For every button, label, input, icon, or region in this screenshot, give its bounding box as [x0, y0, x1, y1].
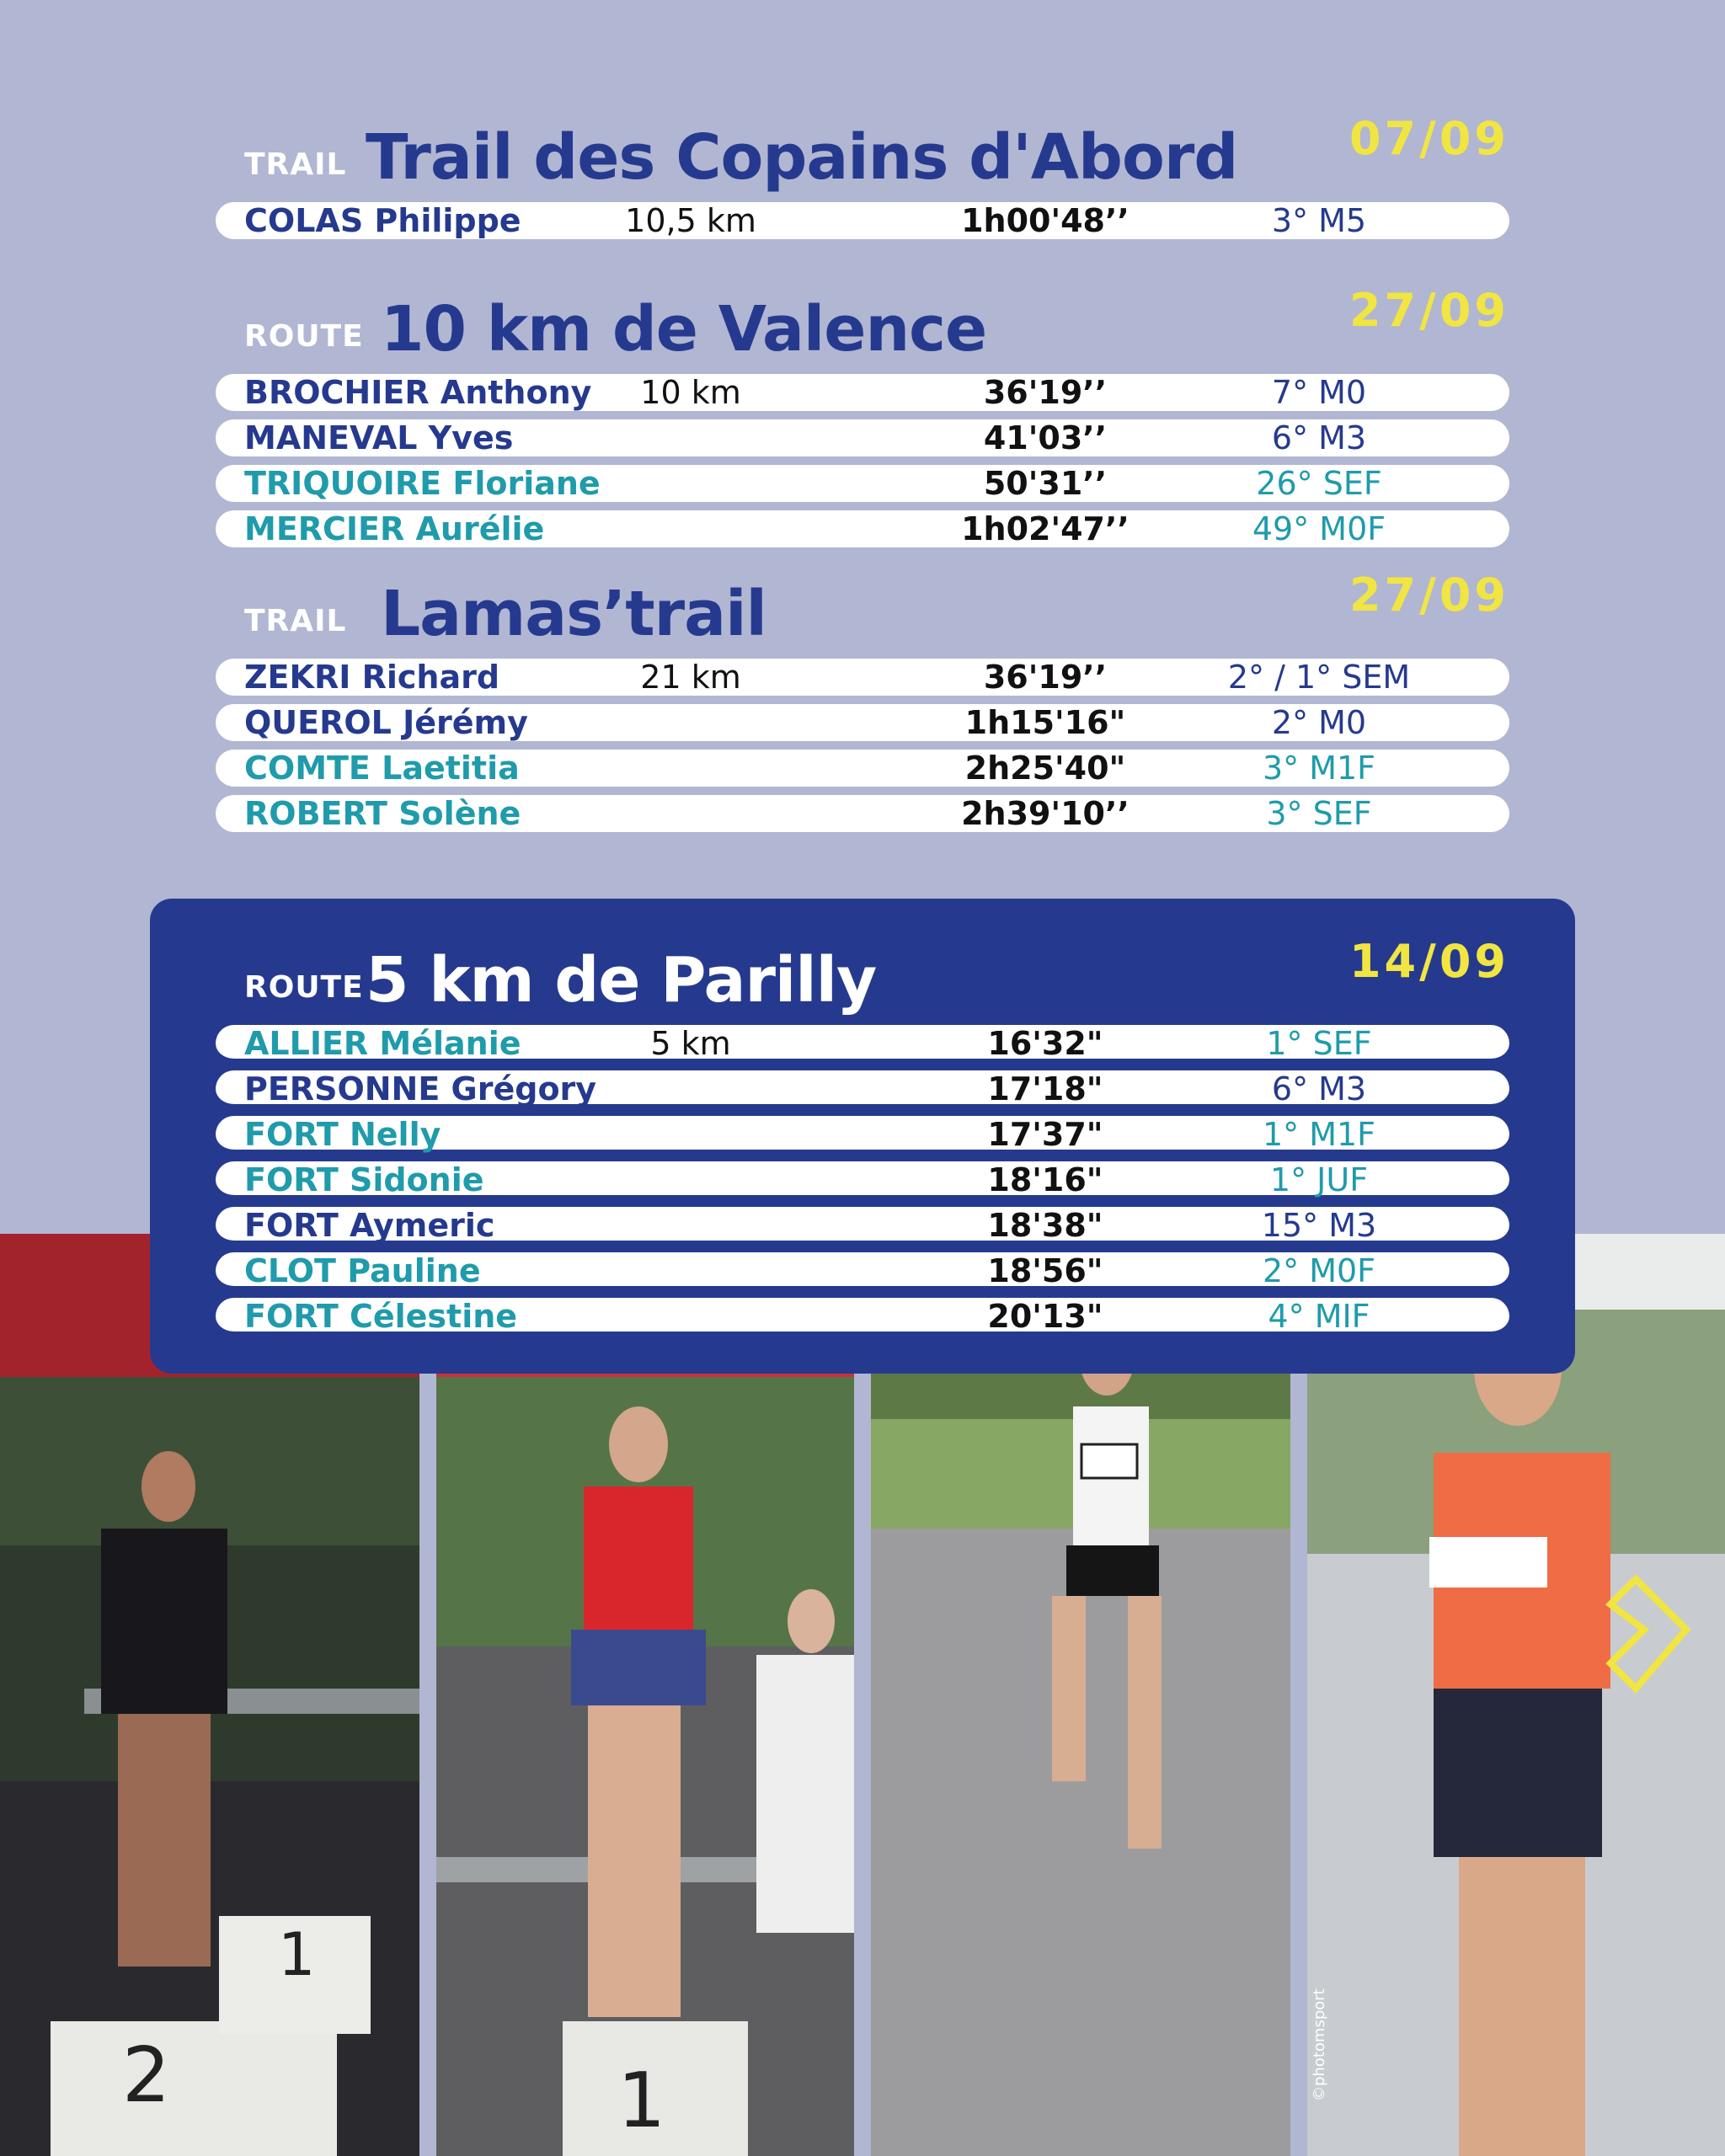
photo-credit: ©photomsport: [1311, 1988, 1328, 2101]
result-row: [216, 374, 1509, 411]
athlete-name: FORT Nelly: [244, 1116, 441, 1153]
ranking: 6° M3: [1271, 419, 1367, 456]
ranking: 2° / 1° SEM: [1227, 659, 1411, 696]
event-header: [216, 924, 1509, 1017]
ranking: 6° M3: [1271, 1070, 1367, 1107]
event-lamas-trail: [216, 558, 1509, 832]
athlete-name: FORT Aymeric: [244, 1207, 495, 1244]
finish-time: 2h39'10’’: [961, 795, 1130, 832]
svg-text:1: 1: [617, 2057, 666, 2145]
athlete-name: COMTE Laetitia: [244, 750, 520, 787]
result-row: [216, 1025, 1509, 1062]
result-row: [216, 704, 1509, 741]
result-row: [216, 510, 1509, 547]
athlete-name: TRIQUOIRE Floriane: [244, 465, 601, 502]
finish-time: 36'19’’: [983, 374, 1108, 411]
event-date: 27/09: [1348, 568, 1509, 622]
ranking: 3° M1F: [1262, 750, 1376, 787]
ranking: 1° JUF: [1269, 1161, 1369, 1198]
finish-time: 17'18": [987, 1070, 1103, 1107]
ranking: 4° MIF: [1268, 1298, 1370, 1335]
result-row: [216, 419, 1509, 456]
event-date: 07/09: [1348, 112, 1509, 165]
result-row: [216, 1298, 1509, 1335]
event-type: TRAIL: [244, 147, 347, 182]
event-title: Trail des Copains d'Abord: [366, 121, 1238, 194]
ranking: 1° SEF: [1266, 1025, 1372, 1062]
event-type: TRAIL: [244, 604, 347, 638]
result-row: [216, 659, 1509, 696]
athlete-name: FORT Sidonie: [244, 1161, 484, 1198]
ranking: 3° M5: [1271, 202, 1367, 239]
result-row: [216, 1070, 1509, 1107]
ranking: 15° M3: [1261, 1207, 1377, 1244]
finish-time: 18'38": [987, 1207, 1103, 1244]
result-row: [216, 465, 1509, 502]
finish-time: 1h15'16": [964, 704, 1126, 741]
event-date: 14/09: [1348, 935, 1509, 988]
distance: 10,5 km: [625, 202, 756, 239]
svg-text:2: 2: [122, 2031, 171, 2120]
athlete-name: CLOT Pauline: [244, 1252, 481, 1289]
event-10km-valence: [216, 273, 1509, 547]
event-date: 27/09: [1348, 284, 1509, 337]
distance: 10 km: [640, 374, 741, 411]
athlete-name: PERSONNE Grégory: [244, 1070, 597, 1107]
finish-time: 1h00'48’’: [961, 202, 1130, 239]
ranking: 2° M0: [1271, 704, 1367, 741]
finish-time: 41'03’’: [983, 419, 1108, 456]
finish-time: 20'13": [987, 1298, 1103, 1335]
athlete-name: BROCHIER Anthony: [244, 374, 592, 411]
event-header: [216, 101, 1509, 194]
event-type: ROUTE: [244, 970, 364, 1005]
event-title: Lamas’trail: [381, 578, 766, 650]
finish-time: 2h25'40": [964, 750, 1126, 787]
ranking: 2° M0F: [1262, 1252, 1376, 1289]
event-header: [216, 273, 1509, 366]
event-title: 10 km de Valence: [381, 293, 987, 366]
finish-time: 16'32": [987, 1025, 1103, 1062]
result-row: [216, 1161, 1509, 1198]
event-header: [216, 558, 1509, 650]
athlete-name: ROBERT Solène: [244, 795, 521, 832]
finish-time: 36'19’’: [983, 659, 1108, 696]
ranking: 26° SEF: [1256, 465, 1382, 502]
result-row: [216, 750, 1509, 787]
finish-time: 18'16": [987, 1161, 1103, 1198]
finish-time: 1h02'47’’: [961, 510, 1130, 547]
ranking: 49° M0F: [1252, 510, 1386, 547]
athlete-name: QUEROL Jérémy: [244, 704, 528, 741]
result-row: [216, 1207, 1509, 1244]
svg-text:1: 1: [278, 1920, 316, 1989]
event-5km-parilly-panel: [150, 899, 1575, 1374]
result-row: [216, 202, 1509, 239]
athlete-name: MANEVAL Yves: [244, 419, 514, 456]
result-row: [216, 1116, 1509, 1153]
distance: 5 km: [650, 1025, 731, 1062]
athlete-name: MERCIER Aurélie: [244, 510, 545, 547]
event-type: ROUTE: [244, 319, 364, 354]
ranking: 7° M0: [1271, 374, 1367, 411]
athlete-name: FORT Célestine: [244, 1298, 518, 1335]
athlete-name: ZEKRI Richard: [244, 659, 500, 696]
athlete-name: ALLIER Mélanie: [244, 1025, 521, 1062]
ranking: 3° SEF: [1266, 795, 1372, 832]
event-5km-parilly: [216, 924, 1509, 1335]
finish-time: 17'37": [987, 1116, 1103, 1153]
result-row: [216, 1252, 1509, 1289]
finish-time: 50'31’’: [983, 465, 1108, 502]
result-row: [216, 795, 1509, 832]
finish-time: 18'56": [987, 1252, 1103, 1289]
event-title: 5 km de Parilly: [366, 944, 877, 1017]
athlete-name: COLAS Philippe: [244, 202, 521, 239]
ranking: 1° M1F: [1262, 1116, 1376, 1153]
distance: 21 km: [640, 659, 741, 696]
event-trail-copains: [216, 101, 1509, 239]
